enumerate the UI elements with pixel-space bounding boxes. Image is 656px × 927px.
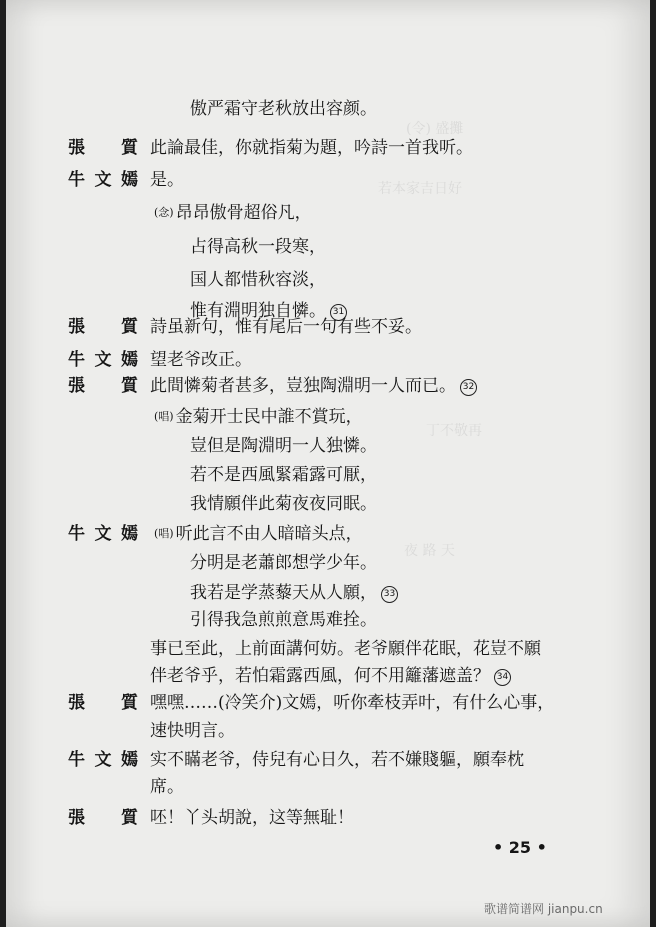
speaker-name: 張 質 [68,808,138,828]
line-content: 占得高秋一段寒， [190,237,326,257]
line-text [190,94,377,124]
line-content: 是。 [150,170,184,190]
line-text [150,772,184,802]
line-text [150,716,235,746]
dialogue-line [6,198,650,228]
line-content: 豈但是陶淵明一人独憐。 [190,436,377,456]
line-content: 詩虽新句，惟有尾后一句有些不妥。 [150,317,422,337]
footnote-marker: 33 [381,586,398,603]
line-content: 国人都惜秋容淡， [190,270,326,290]
line-content: 席。 [150,777,184,797]
line-content: 昂昂傲骨超俗凡， [175,203,312,223]
line-content: 我情願伴此菊夜夜同眠。 [190,494,377,514]
line-content: 听此言不由人暗暗头点， [175,524,363,544]
dialogue-line [6,519,650,549]
line-content: 此論最佳，你就指菊为題，吟詩一首我听。 [150,138,473,158]
line-text [150,371,477,401]
line-content: 嘿嘿……(冷笑介)文嫣，听你牽枝弄叶，有什么心事， [150,693,555,713]
line-text [150,312,422,342]
line-text [150,133,473,163]
line-text [190,548,377,578]
dialogue-line [6,745,650,775]
line-text [154,198,312,228]
dialogue-line [6,605,650,635]
speaker-name: 牛文嫣 [68,750,138,770]
bleed-through-text: (令) 盛攤 [406,121,464,137]
dialogue-line [6,803,650,833]
dialogue-line [6,265,650,295]
line-content: 望老爷改正。 [150,350,252,370]
line-text [154,519,363,549]
line-text [190,431,377,461]
line-text [150,165,184,195]
line-content: 事已至此，上前面講何妨。老爷願伴花眠，花豈不願 [150,639,541,659]
footnote-marker: 34 [494,669,511,686]
line-text [190,578,398,608]
line-content: 伴老爷乎，若怕霜露西風，何不用籬藩遮盖？ [150,666,490,686]
speaker-name: 牛文嫣 [68,524,138,544]
line-content: 傲严霜守老秋放出容颜。 [190,99,377,119]
line-content: 分明是老蕭郎想学少年。 [190,553,377,573]
dialogue-line [6,772,650,802]
line-text [150,661,511,691]
bleed-through-text: 夜 路 天 [404,543,455,559]
line-text [150,745,524,775]
stage-direction: (念) [154,206,174,219]
bleed-through-text: 若本家吉日好 [378,181,462,197]
line-text [190,605,377,635]
dialogue-line [6,460,650,490]
line-content: 此間憐菊者甚多，豈独陶淵明一人而已。 [150,376,456,396]
line-text [190,460,377,490]
line-content: 金菊开士民中誰不賞玩， [175,407,363,427]
line-content: 实不瞞老爷，侍兒有心日久，若不嫌賤軀，願奉枕 [150,750,524,770]
line-content: 惟有淵明独自憐。 [190,301,326,321]
speaker-name: 張 質 [68,138,138,158]
line-text [190,489,377,519]
bleed-through-text: 丁不敬再 [426,423,482,439]
stage-direction: (唱) [154,527,174,540]
dialogue-line [6,232,650,262]
speaker-name: 張 質 [68,693,138,713]
book-page [6,0,650,927]
dialogue-line [6,165,650,195]
line-content: 呸！丫头胡說，这等無耻！ [150,808,354,828]
line-text [150,803,354,833]
stage-direction: (唱) [154,410,174,423]
line-text [154,402,363,432]
dialogue-line [6,548,650,578]
line-content: 引得我急煎煎意馬难拴。 [190,610,377,630]
dialogue-line [6,661,650,691]
dialogue-line [6,688,650,718]
line-text [150,634,541,664]
dialogue-line [6,578,650,608]
dialogue-line [6,634,650,664]
footnote-marker: 32 [460,379,477,396]
dialogue-line [6,133,650,163]
speaker-name: 張 質 [68,376,138,396]
dialogue-line [6,371,650,401]
line-content: 若不是西風緊霜露可厭， [190,465,377,485]
speaker-name: 張 質 [68,317,138,337]
line-text [190,232,326,262]
watermark: 歌谱简谱网 jianpu.cn [484,902,603,916]
line-content: 我若是学蒸藜天从人願， [190,583,377,603]
line-content: 速快明言。 [150,721,235,741]
speaker-name: 牛文嫣 [68,170,138,190]
dialogue-line [6,489,650,519]
line-text [150,688,554,718]
dialogue-line [6,431,650,461]
footnote-marker: 31 [330,304,347,321]
dialogue-line [6,716,650,746]
speaker-name: 牛文嫣 [68,350,138,370]
dialogue-line [6,402,650,432]
dialogue-line [6,94,650,124]
line-text [190,265,326,295]
page-number: • 25 • [493,838,547,857]
dialogue-line [6,312,650,342]
